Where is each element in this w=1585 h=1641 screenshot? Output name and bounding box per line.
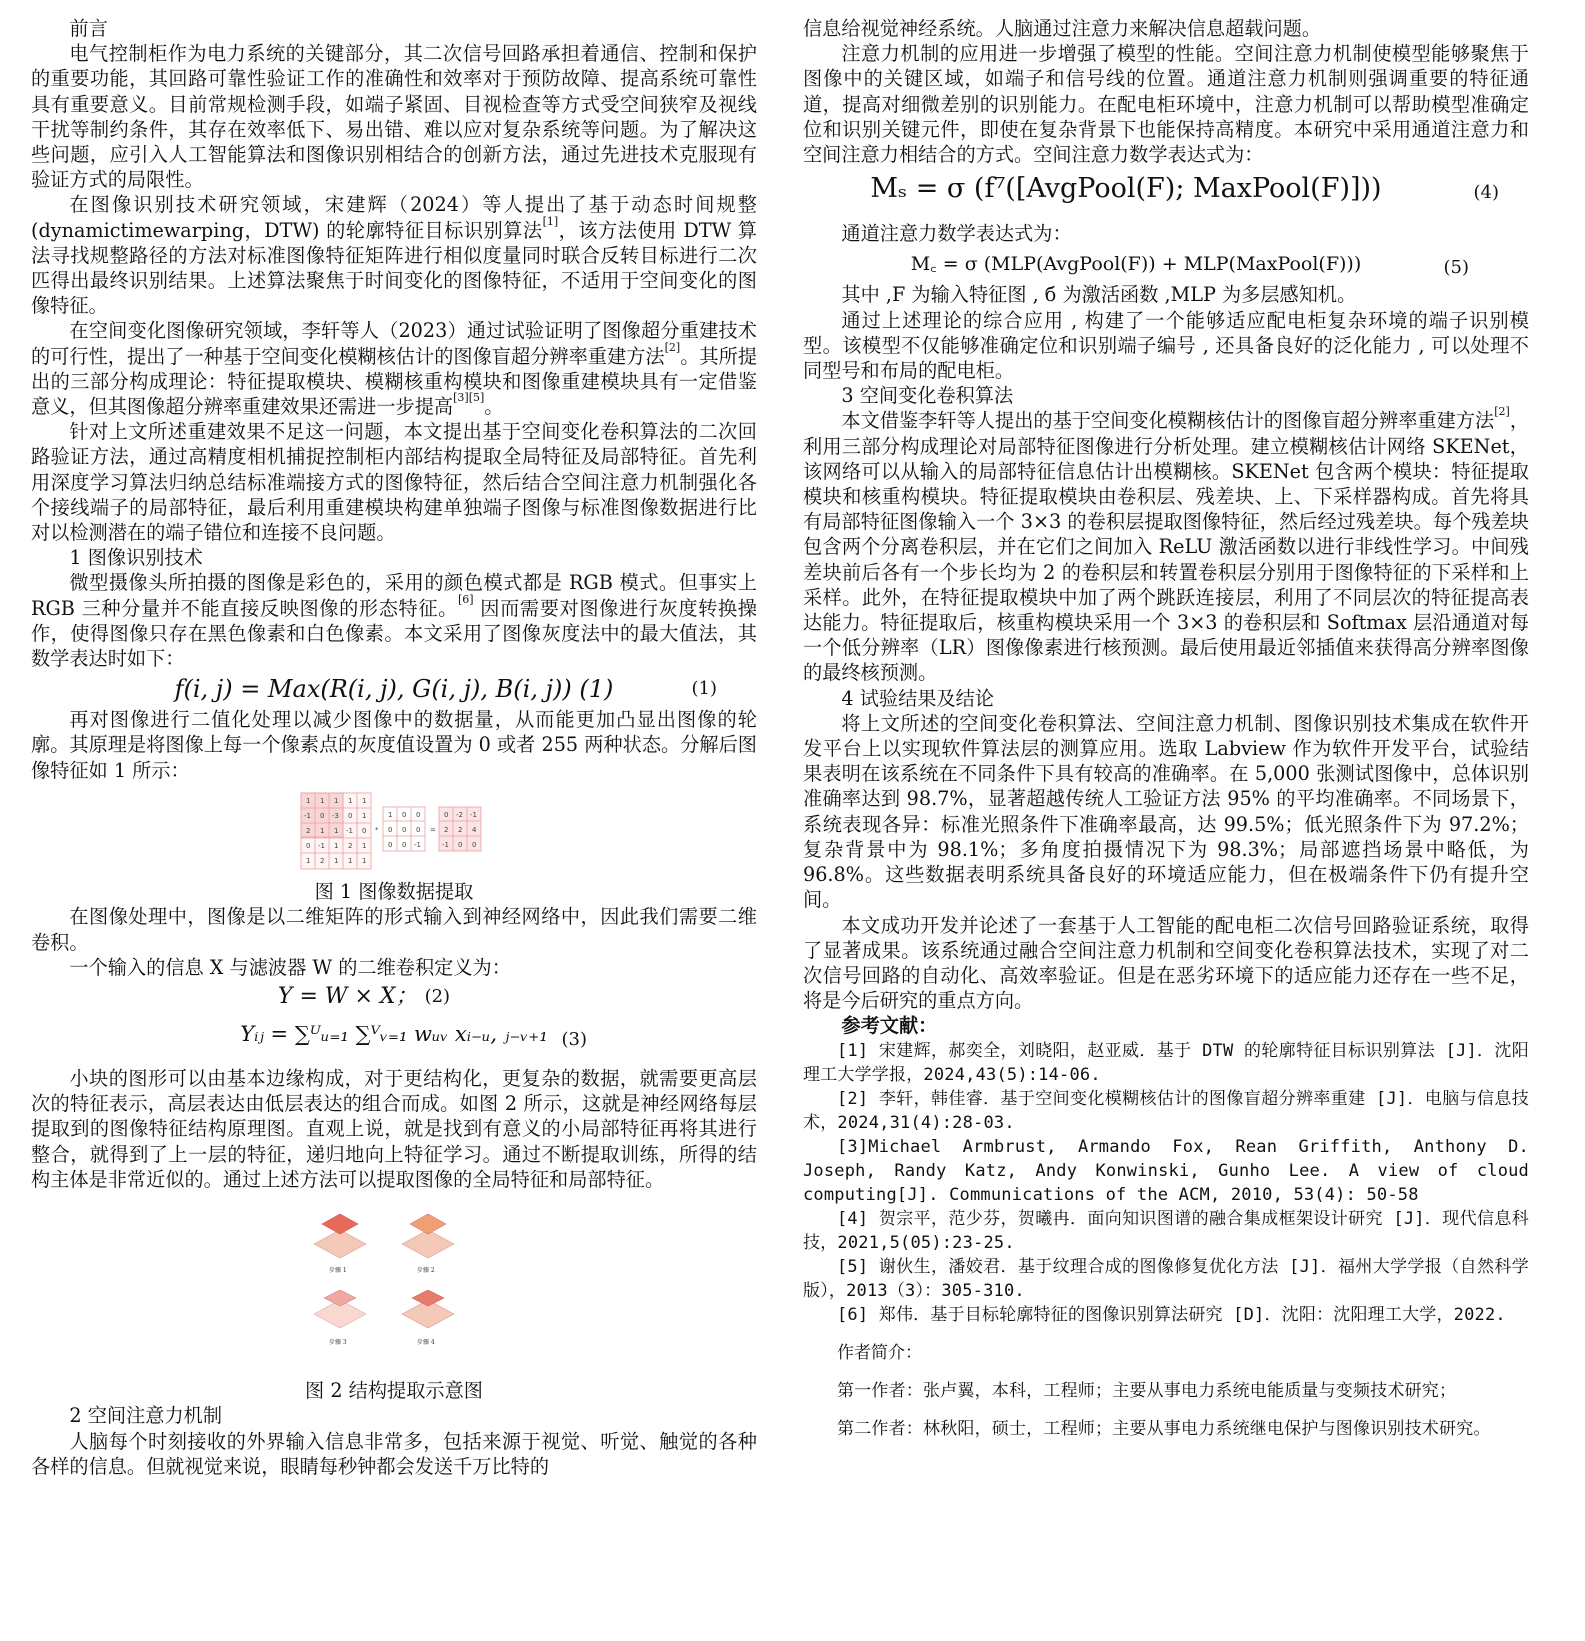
section-heading: 2 空间注意力机制 <box>69 1404 223 1428</box>
svg-text:0: 0 <box>388 840 393 849</box>
svg-text:0: 0 <box>362 826 367 835</box>
figure-caption: 图 1 图像数据提取 <box>314 880 474 904</box>
paragraph: 信息给视觉神经系统。人脑通过注意力来解决信息超载问题。 <box>803 17 1322 40</box>
svg-text:0: 0 <box>402 825 407 834</box>
svg-text:0: 0 <box>458 840 463 849</box>
citation[interactable]: [3][5] <box>453 391 485 405</box>
left-column <box>31 16 757 1479</box>
citation[interactable]: [2] <box>664 340 681 354</box>
paragraph: 一个输入的信息 X 与滤波器 W 的二维卷积定义为： <box>69 955 511 979</box>
svg-text:-1: -1 <box>318 841 325 850</box>
author-info: 第二作者：林秋阳，硕士，工程师；主要从事电力系统继电保护与图像识别技术研究。 <box>837 1418 1491 1439</box>
section-heading: 4 试验结果及结论 <box>841 686 995 710</box>
svg-text:=: = <box>430 825 436 834</box>
reference-item: [4] 贺宗平，范少芬，贺曦冉．面向知识图谱的融合集成框架设计研究 [J]．现代信息科技，2021,5(05):23-25. <box>803 1208 1529 1253</box>
paragraph: 本文借鉴李轩等人提出的基于空间变化模糊核估计的图像盲超分辨率重建方法[2]，利用三部分构成理论对局部特征图像进行分析处理。建立模糊核估计网络 SKENet，该网络可以从输入的局部特征信息估计出模糊核。SKENet 包含两个模块：特征提取模块和核重构模块。特征提取模块由卷积层、残差块、上、下采样器构成。首先将具有局部特征图像输入一个 3×3 的卷积层提取图像特征，然后经过残差块。每个残差块包含两个分离卷积层，并在它们之间加入 ReLU 激活函数以进行非线性学习。中间残差块前后各有一个步长均为 2 的卷积层和转置卷积层分别用于图像特征的下采样和上采样。此外，在特征提取模块中加了两个跳跃连接层，利用了不同层次的特征提高表达能力。特征提取后，核重构模块采用一个 3×3 的卷积层和 Softmax 层沿通道对每一个低分辨率（LR）图像像素进行核预测。最后使用最近邻插值来获得高分辨率图像的最终核预测。 <box>803 405 1530 685</box>
reference-item: [3]Michael Armbrust, Armando Fox, Rean Griffith, Anthony D. Joseph, Randy Katz, Andy Konwinski, Gunho Lee. A view of cloud computing[J]. Communications of the ACM, 2010, 53(4): 50-58 <box>803 1136 1529 1205</box>
step-label: 步骤 3 <box>329 1338 347 1346</box>
paragraph: 针对上文所述重建效果不足这一问题，本文提出基于空间变化卷积算法的二次回路验证方法，通过高精度相机捕捉控制柜内部结构提取全局特征及局部特征。首先利用深度学习算法归纳总结标准端接方式的图像特征，然后结合空间注意力机制强化各个接线端子的局部特征，最后利用重建模块构建单独端子图像与标准图像数据进行比对以检测潜在的端子错位和连接不良问题。 <box>31 420 757 545</box>
figure-2 <box>31 1210 757 1376</box>
svg-text:1: 1 <box>306 796 311 805</box>
svg-text:0: 0 <box>472 840 477 849</box>
svg-text:*: * <box>375 825 379 834</box>
paragraph: 在图像处理中，图像是以二维矩阵的形式输入到神经网络中，因此我们需要二维卷积。 <box>31 905 757 954</box>
svg-text:0: 0 <box>416 810 421 819</box>
svg-text:1: 1 <box>334 796 339 805</box>
svg-text:4: 4 <box>472 825 477 834</box>
layer-figure <box>294 1210 494 1370</box>
svg-text:1: 1 <box>334 856 339 865</box>
equation-5: M꜀ = σ (MLP(AvgPool(F)) + MLP(MaxPool(F))) (5) <box>910 253 1469 279</box>
step-label: 步骤 2 <box>417 1266 435 1274</box>
equation-3: Yᵢⱼ = ∑ᵁᵤ₌₁ ∑ⱽᵥ₌₁ wᵤᵥ xᵢ₋ᵤ, ⱼ₋ᵥ₊₁ (3) <box>240 1021 587 1050</box>
svg-text:1: 1 <box>334 826 339 835</box>
svg-text:2: 2 <box>458 825 463 834</box>
svg-text:2: 2 <box>348 841 353 850</box>
references-heading: 参考文献： <box>841 1014 938 1038</box>
svg-text:0: 0 <box>444 810 449 819</box>
paragraph: 通过上述理论的综合应用 , 构建了一个能够适应配电柜复杂环境的端子识别模型。该模型不仅能够准确定位和识别端子编号 , 还具备良好的泛化能力 , 可以处理不同型号和布局的配电柜。 <box>803 308 1529 383</box>
svg-text:1: 1 <box>362 841 367 850</box>
svg-text:-1: -1 <box>470 810 477 819</box>
svg-text:1: 1 <box>348 856 353 865</box>
paragraph: 人脑每个时刻接收的外界输入信息非常多，包括来源于视觉、听觉、触觉的各种各样的信息。但就视觉来说，眼睛每秒钟都会发送千万比特的 <box>31 1429 757 1478</box>
svg-text:-3: -3 <box>332 811 339 820</box>
paragraph: 本文成功开发并论述了一套基于人工智能的配电柜二次信号回路验证系统，取得了显著成果。该系统通过融合空间注意力机制和空间变化卷积算法技术，实现了对二次信号回路的自动化、高效率验证。但是在恶劣环境下的适应能力还存在一些不足，将是今后研究的重点方向。 <box>803 913 1529 1013</box>
svg-text:2: 2 <box>320 856 325 865</box>
svg-text:0: 0 <box>306 841 311 850</box>
section-heading: 3 空间变化卷积算法 <box>841 384 1014 408</box>
svg-text:1: 1 <box>362 856 367 865</box>
reference-item: [5] 谢伙生，潘姣君．基于纹理合成的图像修复优化方法 [J]．福州大学学报（自然科学版），2013（3）：305-310. <box>803 1256 1529 1301</box>
svg-text:0: 0 <box>348 811 353 820</box>
svg-text:-1: -1 <box>442 840 449 849</box>
svg-text:1: 1 <box>334 841 339 850</box>
svg-text:2: 2 <box>306 826 311 835</box>
paragraph: 电气控制柜作为电力系统的关键部分，其二次信号回路承担着通信、控制和保护的重要功能，其回路可靠性验证工作的准确性和效率对于预防故障、提高系统可靠性具有重要意义。目前常规检测手段，如端子紧固、目视检查等方式受空间狭窄及视线干扰等制约条件，其存在效率低下、易出错、难以应对复杂系统等问题。为了解决这些问题，应引入人工智能算法和图像识别相结合的创新方法，通过先进技术克服现有验证方式的局限性。 <box>31 42 757 192</box>
paragraph: 微型摄像头所拍摄的图像是彩色的，采用的颜色模式都是 RGB 模式。但事实上 RGB 三种分量并不能直接反映图像的形态特征。[6] 因而需要对图像进行灰度转换操作，使得图像只存在黑色像素和白色像素。本文采用了图像灰度法中的最大值法，其数学表达时如下： <box>31 571 757 671</box>
svg-text:1: 1 <box>388 810 393 819</box>
svg-text:1: 1 <box>306 856 311 865</box>
svg-text:-1: -1 <box>414 840 421 849</box>
equation-4: Mₛ = σ (f⁷([AvgPool(F); MaxPool(F)])) (4) <box>870 173 1499 205</box>
svg-text:-1: -1 <box>346 826 353 835</box>
paragraph: 在空间变化图像研究领域，李轩等人（2023）通过试验证明了图像超分重建技术的可行性，提出了一种基于空间变化模糊核估计的图像盲超分辨率重建方法[2]。其所提出的三部分构成理论：特征提取模块、模糊核重构模块和图像重建模块具有一定借鉴意义，但其图像超分辨率重建效果还需进一步提高[3][5]。 <box>31 319 758 419</box>
paragraph: 再对图像进行二值化处理以减少图像中的数据量，从而能更加凸显出图像的轮廓。其原理是将图像上每一个像素点的灰度值设置为 0 或者 255 两种状态。分解后图像特征如 1 所示： <box>31 708 757 782</box>
paragraph: 通道注意力数学表达式为： <box>841 222 1072 246</box>
svg-text:1: 1 <box>348 796 353 805</box>
equation-2: Y = W × X； $^{(2)}$ <box>277 983 451 1009</box>
step-label: 步骤 1 <box>329 1266 347 1274</box>
author-info: 第一作者：张卢翼，本科，工程师；主要从事电力系统电能质量与变频技术研究； <box>837 1380 1457 1401</box>
intro-heading: 前言 <box>69 17 108 40</box>
citation[interactable]: [2] <box>1494 405 1510 419</box>
svg-text:-1: -1 <box>304 811 311 820</box>
citation[interactable]: [1] <box>542 214 559 228</box>
equation-1: f(i, j) = Max(R(i, j), G(i, j), B(i, j)) (1) (1) <box>174 675 717 704</box>
svg-text:-2: -2 <box>456 810 463 819</box>
figure-1 <box>31 791 757 877</box>
svg-text:0: 0 <box>320 811 325 820</box>
svg-text:0: 0 <box>402 810 407 819</box>
reference-item: [6] 郑伟．基于目标轮廓特征的图像识别算法研究 [D]．沈阳：沈阳理工大学，2022. <box>837 1304 1506 1325</box>
svg-text:0: 0 <box>416 825 421 834</box>
matrix-figure <box>299 791 489 871</box>
svg-text:1: 1 <box>362 796 367 805</box>
svg-text:2: 2 <box>444 825 449 834</box>
svg-text:1: 1 <box>362 811 367 820</box>
svg-text:0: 0 <box>402 840 407 849</box>
section-heading: 1 图像识别技术 <box>69 546 203 570</box>
reference-item: [1] 宋建辉，郝奕全，刘晓阳，赵亚威．基于 DTW 的轮廓特征目标识别算法 [J]．沈阳理工大学学报，2024,43(5):14-06. <box>803 1040 1529 1085</box>
reference-item: [2] 李轩，韩佳睿．基于空间变化模糊核估计的图像盲超分辨率重建 [J]．电脑与信息技术，2024,31(4):28-03. <box>803 1088 1529 1133</box>
author-heading: 作者简介： <box>837 1342 922 1363</box>
paragraph: 在图像识别技术研究领域，宋建辉（2024）等人提出了基于动态时间规整 (dynamictimewarping，DTW) 的轮廓特征目标识别算法[1]，该方法使用 DTW 算法寻找规整路径的方法对标准图像特征矩阵进行相似度量同时联合反转目标进行二次匹得出最终识别结果。上述算法聚焦于时间变化的图像特征，不适用于空间变化的图像特征。 <box>31 193 757 318</box>
citation[interactable]: [6] <box>457 592 474 606</box>
figure-caption: 图 2 结构提取示意图 <box>305 1379 483 1403</box>
svg-text:1: 1 <box>320 826 325 835</box>
svg-text:0: 0 <box>388 825 393 834</box>
paragraph: 其中 ,F 为输入特征图 , б 为激活函数 ,MLP 为多层感知机。 <box>841 283 1357 307</box>
paragraph: 小块的图形可以由基本边缘构成，对于更结构化，更复杂的数据，就需要更高层次的特征表示，高层表达由低层表达的组合而成。如图 2 所示，这就是神经网络每层提取到的图像特征结构原理图。直观上说，就是找到有意义的小局部特征再将其进行整合，就得到了上一层的特征，递归地向上特征学习。通过不断提取训练，所得的结构主体是非常近似的。通过上述方法可以提取图像的全局特征和局部特征。 <box>31 1066 757 1191</box>
paragraph: 将上文所述的空间变化卷积算法、空间注意力机制、图像识别技术集成在软件开发平台上以实现软件算法层的测算应用。选取 Labview 作为软件开发平台，试验结果表明在该系统在不同条件下具有较高的准确率。在 5,000 张测试图像中，总体识别准确率达到 98.7%，显著超越传统人工验证方法 95% 的平均准确率。不同场景下，系统表现各异：标准光照条件下准确率最高，达 99.5%；低光照条件下为 97.2%；复杂背景中为 98.1%；多角度拍摄情况下为 98.3%；局部遮挡场景中略低，为 96.8%。这些数据表明系统具备良好的环境适应能力，但在极端条件下仍有提升空间。 <box>803 711 1529 912</box>
svg-text:1: 1 <box>320 796 325 805</box>
step-label: 步骤 4 <box>417 1338 435 1346</box>
right-column <box>803 16 1529 1441</box>
paragraph: 注意力机制的应用进一步增强了模型的性能。空间注意力机制使模型能够聚焦于图像中的关键区域，如端子和信号线的位置。通道注意力机制则强调重要的特征通道，提高对细微差别的识别能力。在配电柜环境中，注意力机制可以帮助模型准确定位和识别关键元件，即使在复杂背景下也能保持高精度。本研究中采用通道注意力和空间注意力相结合的方式。空间注意力数学表达式为： <box>803 42 1529 167</box>
